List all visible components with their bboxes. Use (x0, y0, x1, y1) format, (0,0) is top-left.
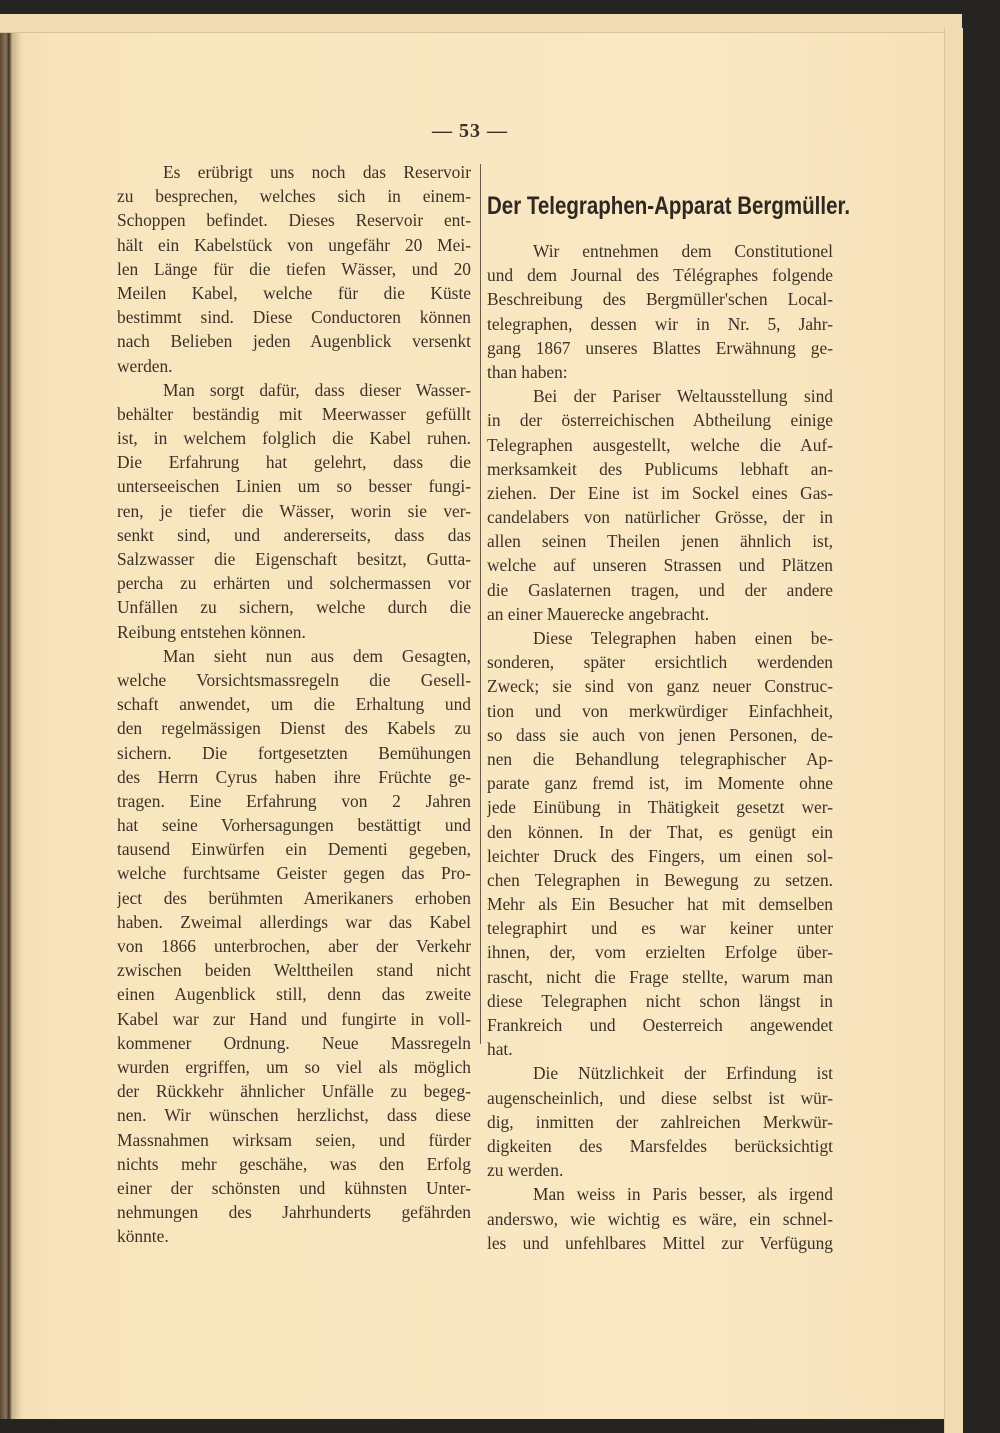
next-page-edge (0, 14, 960, 33)
page-number: — 53 — (432, 120, 508, 142)
paragraph (117, 644, 471, 1249)
text-line: Bei der Pariser Weltausstellung sind (533, 386, 833, 407)
text-line: rascht, nicht die Frage stellte, warum man (487, 966, 833, 987)
text-line: tion und von merkwürdiger Einfachheit, (487, 700, 833, 721)
text-line: jede Einübung in Thätigkeit gesetzt wer- (487, 797, 833, 818)
text-line: hält ein Kabelstück von ungefähr 20 Mei- (117, 234, 471, 255)
text-line: Man sorgt dafür, dass dieser Wasser- (163, 379, 471, 400)
text-line: zu werden. (487, 1160, 564, 1181)
text-line: von 1866 unterbrochen, aber der Verkehr (117, 936, 471, 956)
text-line: werden. (117, 355, 173, 376)
text-line: Mehr als Ein Besucher hat mit demselben (487, 894, 833, 915)
text-line: ziehen. Der Eine ist im Sockel eines Gas- (487, 482, 833, 503)
text-line: ren, je tiefer die Wässer, worin sie ver- (117, 500, 471, 521)
text-line: nach Belieben jeden Augenblick versenkt (117, 331, 471, 352)
text-line: unterseeischen Linien um so besser fungi- (117, 476, 471, 497)
text-line: welche auf unseren Strassen und Plätzen (487, 555, 833, 576)
text-line: telegraphen, dessen wir in Nr. 5, Jahr- (487, 313, 833, 334)
page-stack-edge (944, 28, 963, 1433)
text-line: chen Telegraphen in Bewegung zu setzen. (487, 869, 833, 890)
text-line: hat. (487, 1039, 513, 1060)
text-line: welche Vorsichtsmassregeln die Gesell- (117, 669, 471, 690)
text-line: len Länge für die tiefen Wässer, und 20 (117, 258, 471, 279)
text-line: diese Telegraphen nicht schon längst in (487, 990, 833, 1011)
text-line: tausend Einwürfen ein Dementi gegeben, (117, 839, 471, 860)
text-line: haben. Zweimal allerdings war das Kabel (117, 911, 471, 932)
text-line: des Herrn Cyrus haben ihre Früchte ge- (117, 766, 471, 787)
text-line: und dem Journal des Télégraphes folgende (487, 265, 833, 286)
text-line: die Gaslaternen tragen, und der andere (487, 579, 833, 600)
text-line: ihnen, der, vom erzielten Erfolge über- (487, 942, 833, 963)
text-line: sichern. Die fortgesetzten Bemühungen (117, 742, 471, 763)
text-line: an einer Mauerecke angebracht. (487, 603, 710, 624)
text-line: Zweck; sie sind von ganz neuer Construc- (487, 676, 833, 697)
text-line: augenscheinlich, und diese selbst ist wür- (487, 1087, 833, 1108)
paragraph (487, 1061, 833, 1182)
text-line: behälter beständig mit Meerwasser gefüllt (117, 403, 471, 424)
text-line: Man weiss in Paris besser, als irgend (533, 1184, 833, 1205)
text-line: Wir entnehmen dem Constitutionel (533, 241, 833, 261)
text-line: bestimmt sind. Diese Conductoren können (117, 307, 471, 328)
text-line: telegraphirt und es war keiner unter (487, 918, 833, 939)
text-line: than haben: (487, 361, 568, 382)
text-line: Massnahmen wirksam seien, und fürder (117, 1129, 471, 1150)
text-line: Beschreibung des Bergmüller'schen Local- (487, 289, 833, 310)
text-line: zu besprechen, welches sich in einem- (117, 186, 471, 207)
text-line: einen Augenblick still, denn das zweite (117, 984, 471, 1005)
text-line: wurden ergriffen, um so viel als möglich (117, 1056, 471, 1077)
text-line: den regelmässigen Dienst des Kabels zu (117, 718, 471, 739)
text-line: Die Nützlichkeit der Erfindung ist (533, 1063, 833, 1084)
paragraph (117, 160, 471, 378)
text-line: anderswo, wie wichtig es wäre, ein schnel- (487, 1208, 833, 1229)
text-line: percha zu erhärten und solchermassen vor (117, 573, 471, 594)
text-line: candelabers von natürlicher Grösse, der in (487, 507, 833, 528)
paragraph (117, 378, 471, 644)
column-divider (480, 164, 481, 1044)
text-line: Unfällen zu sichern, welche durch die (117, 597, 471, 618)
text-line: merksamkeit des Publicums lebhaft an- (487, 458, 833, 479)
text-line: Es erübrigt uns noch das Reservoir (163, 162, 471, 182)
text-line: Kabel war zur Hand und fungirte in voll- (117, 1008, 471, 1029)
paragraph (487, 1182, 833, 1255)
text-line: den können. In der That, es genügt ein (487, 821, 833, 842)
text-line: so dass sie auch von jenen Personen, de- (487, 724, 833, 745)
text-line: der Rückkehr ähnlicher Unfälle zu begeg- (117, 1081, 471, 1102)
text-line: Salzwasser die Eigenschaft besitzt, Gutta- (117, 549, 471, 569)
text-line: gang 1867 unseres Blattes Erwähnung ge- (487, 337, 833, 358)
text-line: könnte. (117, 1226, 169, 1247)
text-line: les und unfehlbares Mittel zur Verfügung (487, 1232, 833, 1253)
text-line: nen die Behandlung telegraphischer Ap- (487, 748, 833, 769)
text-line: welche furchtsame Geister gegen das Pro- (117, 863, 471, 884)
text-line: leichter Druck des Fingers, um einen sol- (487, 845, 833, 866)
text-line: Frankreich und Oesterreich angewendet (487, 1015, 833, 1035)
text-line: Reibung entstehen können. (117, 621, 306, 642)
text-line: schaft anwendet, um die Erhaltung und (117, 694, 471, 715)
text-line: nen. Wir wünschen herzlichst, dass diese (117, 1105, 471, 1126)
text-line: tragen. Eine Erfahrung von 2 Jahren (117, 790, 471, 811)
text-line: nichts mehr geschähe, was den Erfolg (117, 1153, 471, 1174)
paragraph (487, 626, 833, 1061)
text-line: allen seinen Theilen jenen ähnlich ist, (487, 531, 833, 552)
text-line: zwischen beiden Welttheilen stand nicht (117, 960, 471, 981)
article-heading: Der Telegraphen-Apparat Bergmüller. (487, 192, 851, 220)
scanned-page (0, 14, 962, 1419)
text-line: ject des berühmten Amerikaners erhoben (117, 887, 471, 908)
paragraph (487, 239, 833, 384)
text-line: Meilen Kabel, welche für die Küste (117, 282, 471, 303)
text-line: in der österreichischen Abtheilung einige (487, 410, 833, 431)
text-line: Man sieht nun aus dem Gesagten, (163, 645, 471, 666)
text-line: parate ganz fremd ist, im Momente ohne (487, 773, 833, 794)
left-column (117, 160, 471, 1248)
right-column (487, 239, 833, 1255)
text-line: Die Erfahrung hat gelehrt, dass die (117, 452, 471, 473)
text-line: ist, in welchem folglich die Kabel ruhen. (117, 428, 471, 449)
text-line: hat seine Vorhersagungen bestättigt und (117, 815, 471, 836)
paragraph (487, 384, 833, 626)
text-line: Diese Telegraphen haben einen be- (533, 628, 833, 648)
text-line: Schoppen befindet. Dieses Reservoir ent- (117, 210, 471, 231)
text-line: senkt sind, und andererseits, dass das (117, 524, 471, 545)
text-line: sonderen, später ersichtlich werdenden (487, 652, 833, 673)
text-line: kommener Ordnung. Neue Massregeln (117, 1032, 471, 1053)
text-line: digkeiten des Marsfeldes berücksichtigt (487, 1135, 833, 1156)
text-line: Telegraphen ausgestellt, welche die Auf- (487, 434, 833, 455)
text-line: nehmungen des Jahrhunderts gefährden (117, 1202, 471, 1223)
text-line: einer der schönsten und kühnsten Unter- (117, 1177, 471, 1198)
text-line: dig, inmitten der zahlreichen Merkwür- (487, 1111, 833, 1132)
